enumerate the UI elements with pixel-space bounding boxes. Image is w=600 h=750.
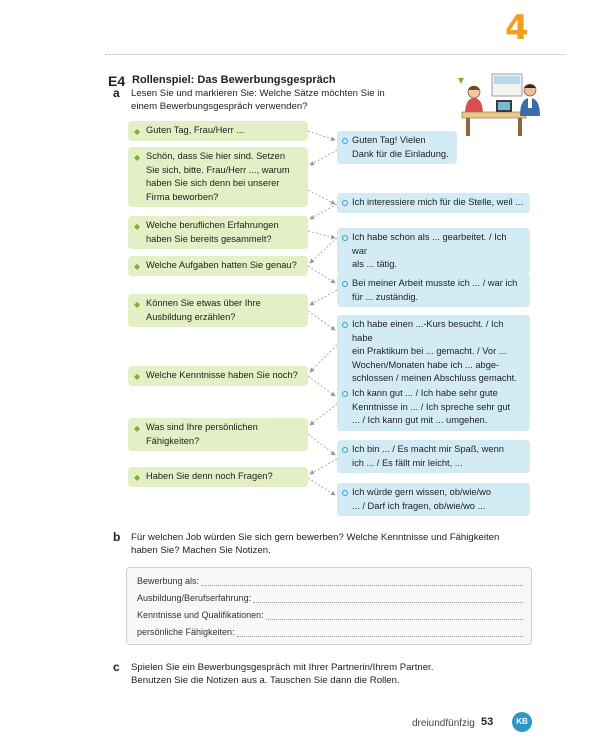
note-line-skills[interactable]: Kenntnisse und Qualifikationen: bbox=[137, 610, 523, 620]
exercise-number: E4 bbox=[108, 73, 126, 89]
applicant-phrase[interactable]: Ich bin ... / Es macht mir Spaß, wenn ich ... / Es fällt mir leicht, ... bbox=[337, 440, 530, 473]
page-number: 53 bbox=[481, 716, 494, 728]
diamond-icon: ◆ bbox=[134, 372, 141, 381]
note-line-abilities[interactable]: persönliche Fähigkeiten: bbox=[137, 627, 523, 637]
page-number-words: dreiundfünfzig bbox=[412, 718, 475, 729]
interviewer-phrase[interactable]: ◆ Schön, dass Sie hier sind. Setzen Sie sich, bitte. Frau/Herr ..., warum haben Sie sich denn bei unserer Firma beworben? bbox=[128, 147, 308, 207]
circle-bullet-icon bbox=[342, 281, 348, 287]
diamond-icon: ◆ bbox=[134, 153, 141, 162]
interviewer-phrase[interactable]: ◆ Was sind Ihre persönlichen Fähigkeiten? bbox=[128, 418, 308, 451]
circle-bullet-icon bbox=[342, 322, 348, 328]
notes-box bbox=[126, 567, 532, 645]
diamond-icon: ◆ bbox=[134, 222, 141, 231]
diamond-icon: ◆ bbox=[134, 300, 141, 309]
note-line-position[interactable]: Bewerbung als: bbox=[137, 576, 523, 586]
part-b-label: b bbox=[113, 530, 121, 544]
circle-bullet-icon bbox=[342, 447, 348, 453]
applicant-phrase[interactable]: Guten Tag! Vielen Dank für die Einladung. bbox=[337, 131, 457, 164]
exercise-title: Rollenspiel: Das Bewerbungsgespräch bbox=[132, 74, 336, 86]
kb-badge: KB bbox=[512, 712, 532, 732]
circle-bullet-icon bbox=[342, 490, 348, 496]
interviewer-phrase[interactable]: ◆ Welche Kenntnisse haben Sie noch? bbox=[128, 366, 308, 386]
part-a-instruction: Lesen Sie und markieren Sie: Welche Sätze möchten Sie in einem Bewerbungsgespräch verwenden? bbox=[131, 88, 385, 112]
diamond-icon: ◆ bbox=[134, 262, 141, 271]
circle-bullet-icon bbox=[342, 391, 348, 397]
applicant-phrase[interactable]: Ich habe einen ...-Kurs besucht. / Ich habe ein Praktikum bei ... gemacht. / Vor ... Wochen/Monaten habe ich ... abge- schlossen / meinen Abschluss gemacht. bbox=[337, 315, 530, 389]
part-b-instruction: Für welchen Job würden Sie sich gern bewerben? Welche Kenntnisse und Fähigkeiten haben Sie? Machen Sie Notizen. bbox=[131, 532, 500, 556]
note-line-education[interactable]: Ausbildung/Berufserfahrung: bbox=[137, 593, 523, 603]
diamond-icon: ◆ bbox=[134, 473, 141, 482]
applicant-phrase[interactable]: Ich interessiere mich für die Stelle, weil ... bbox=[337, 193, 530, 213]
applicant-phrase[interactable]: Ich kann gut ... / Ich habe sehr gute Kenntnisse in ... / Ich spreche sehr gut ... / Ich kann gut mit ... umgehen. bbox=[337, 384, 530, 431]
chapter-number: 4 bbox=[505, 8, 529, 48]
circle-bullet-icon bbox=[342, 200, 348, 206]
diamond-icon: ◆ bbox=[134, 127, 141, 136]
circle-bullet-icon bbox=[342, 138, 348, 144]
interviewer-phrase[interactable]: ◆ Welche beruflichen Erfahrungen haben Sie bereits gesammelt? bbox=[128, 216, 308, 249]
part-c-instruction: Spielen Sie ein Bewerbungsgespräch mit Ihrer Partnerin/Ihrem Partner. Benutzen Sie die Notizen aus a. Tauschen Sie dann die Rollen. bbox=[131, 662, 434, 686]
part-a-label: a bbox=[113, 86, 120, 100]
part-c-label: c bbox=[113, 660, 120, 674]
interviewer-phrase[interactable]: ◆ Können Sie etwas über Ihre Ausbildung erzählen? bbox=[128, 294, 308, 327]
circle-bullet-icon bbox=[342, 235, 348, 241]
applicant-phrase[interactable]: Bei meiner Arbeit musste ich ... / war ich für ... zuständig. bbox=[337, 274, 530, 307]
interviewer-phrase[interactable]: ◆ Haben Sie denn noch Fragen? bbox=[128, 467, 308, 487]
interviewer-phrase[interactable]: ◆ Guten Tag, Frau/Herr ... bbox=[128, 121, 308, 141]
diamond-icon: ◆ bbox=[134, 424, 141, 433]
applicant-phrase[interactable]: Ich habe schon als ... gearbeitet. / Ich war als ... tätig. bbox=[337, 228, 530, 275]
applicant-phrase[interactable]: Ich würde gern wissen, ob/wie/wo ... / Darf ich fragen, ob/wie/wo ... bbox=[337, 483, 530, 516]
interviewer-phrase[interactable]: ◆ Welche Aufgaben hatten Sie genau? bbox=[128, 256, 308, 276]
